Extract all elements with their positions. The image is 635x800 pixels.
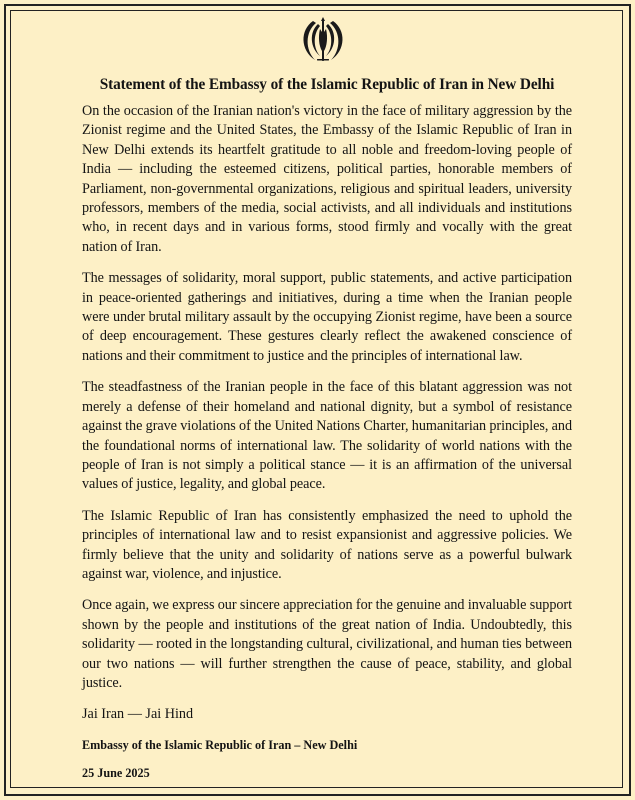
signature: Embassy of the Islamic Republic of Iran – New Delhi: [82, 737, 358, 752]
paragraph-4: The Islamic Republic of Iran has consistently emphasized the need to uphold the principles of international law and to resist expansionist and aggressive policies. We firmly believe that the unity and solidarity of nations serve as a powerful bulwark against war, violence, and injustice.: [82, 507, 572, 582]
statement-date: 25 June 2025: [82, 765, 150, 780]
paragraph-3: The steadfastness of the Iranian people in the face of this blatant aggression was not merely a defense of their homeland and national dignity, but a symbol of resistance against the grave violations of the United Nations Charter, humanitarian principles, and the foundational norms of international law. The solidarity of world nations with the people of Iran is not simply a political stance — it is an affirmation of the universal values of justice, legality, and global peace.: [82, 379, 572, 493]
paragraph-5: Once again, we express our sincere appreciation for the genuine and invaluable support shown by the people and institutions of the great nation of India. Undoubtedly, this solidarity — rooted in the longstanding cultural, civilizational, and human ties between our two nations — will further strengthen the cause of peace, stability, and global justice.: [82, 597, 572, 691]
paragraph-1: On the occasion of the Iranian nation's victory in the face of military aggression by the Zionist regime and the United States, the Embassy of the Islamic Republic of Iran in New Delhi extends its heartfelt gratitude to all noble and freedom-loving people of India — including the esteemed citizens, political parties, honorable members of Parliament, non-governmental organizations, religious and spiritual leaders, university professors, members of the media, social activists, and all individuals and institutions who, in recent days and in various forms, stood firmly and vocally with the great nation of Iran.: [82, 103, 572, 255]
iran-emblem-icon: [298, 17, 348, 63]
paragraph-2: The messages of solidarity, moral support, public statements, and active participation in peace-oriented gatherings and initiatives, during a time when the Iranian people were under brutal military assault by the occupying Zionist regime, have been a source of deep encouragement. These gestures clearly reflect the awakened conscience of nations and their commitment to justice and the principles of international law.: [82, 270, 572, 364]
statement-content: [82, 76, 572, 781]
statement-title: Statement of the Embassy of the Islamic Republic of Iran in New Delhi: [99, 76, 555, 93]
closing-line: Jai Iran — Jai Hind: [82, 706, 194, 723]
